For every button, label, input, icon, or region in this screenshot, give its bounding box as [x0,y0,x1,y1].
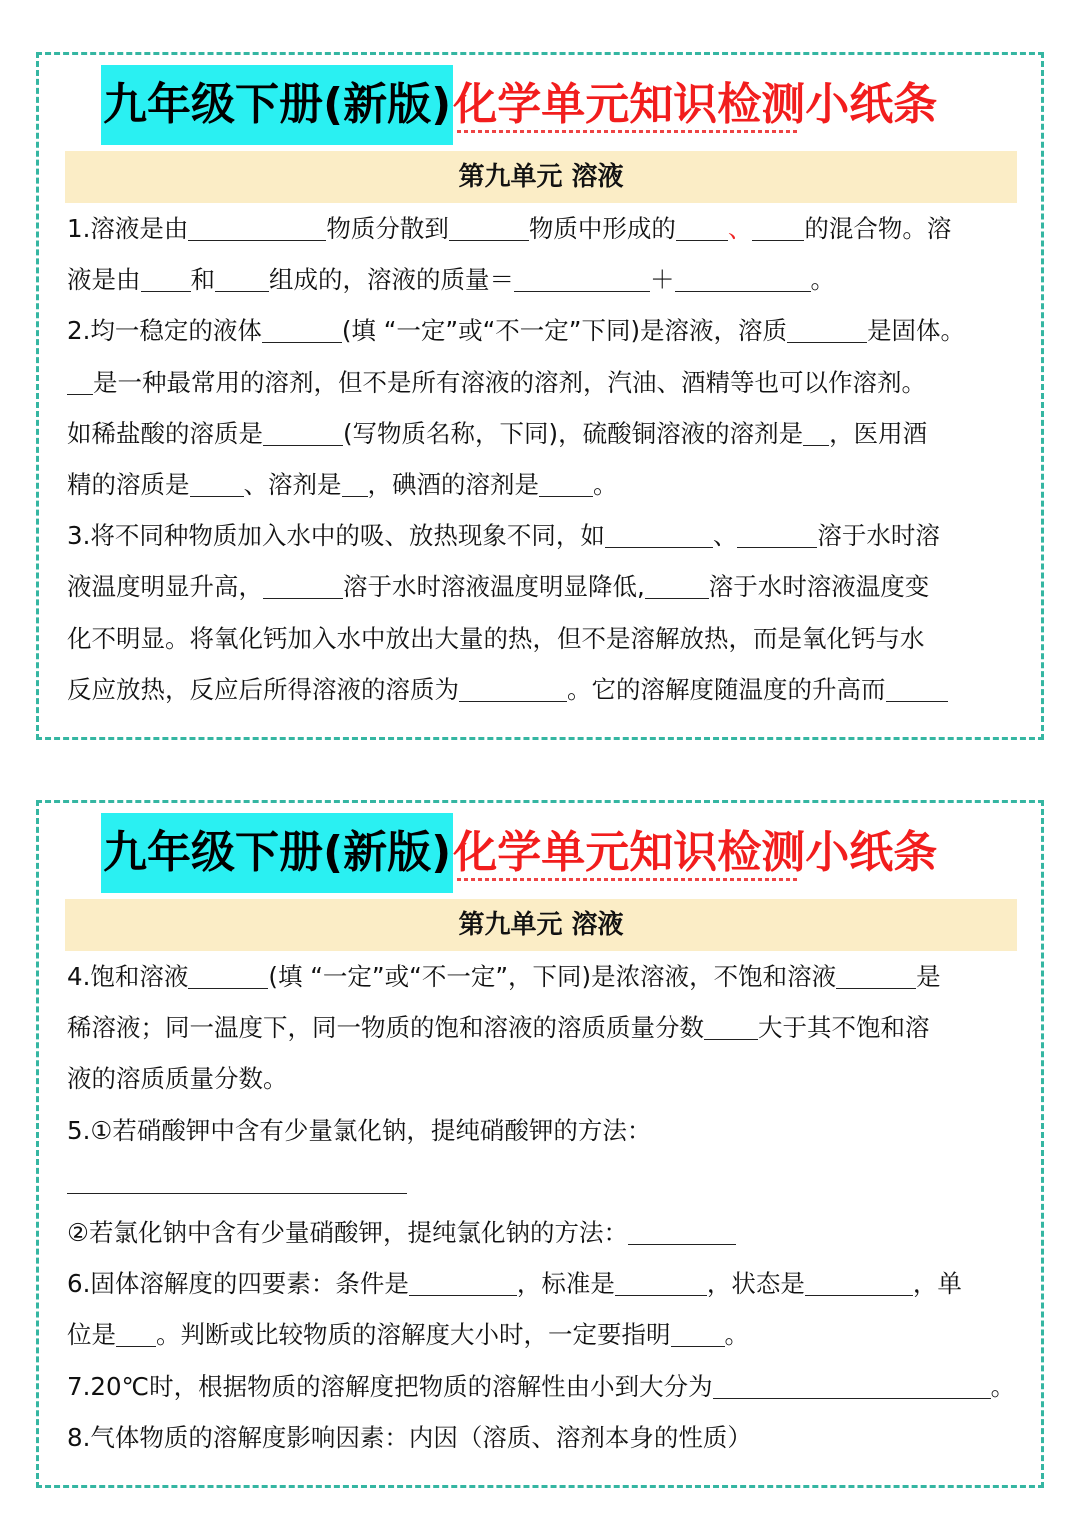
question-content [67,203,1027,715]
question-line: 如稀盐酸的溶质是 (写物质名称，下同)，硫酸铜溶液的溶剂是 ，医用酒 [67,408,1027,459]
question-line: ②若氯化钠中含有少量硝酸钾，提纯氯化钠的方法： [67,1207,1027,1258]
answer-blank[interactable] [215,261,269,292]
answer-blank[interactable] [675,261,811,292]
grade-label: 九年级下册(新版) [101,813,453,893]
note-card-1 [36,52,1044,740]
unit-heading: 第九单元 溶液 [65,151,1017,203]
question-line: 7.20℃时，根据物质的溶解度把物质的溶解性由小到大分为 。 [67,1361,1027,1412]
answer-blank[interactable] [737,517,817,548]
answer-blank[interactable] [836,958,916,989]
answer-blank[interactable] [188,210,326,241]
note-card-2 [36,800,1044,1488]
answer-blank[interactable] [645,568,709,599]
answer-blank[interactable] [262,312,342,343]
question-line: 液是由 和 组成的，溶液的质量＝ ＋ 。 [67,254,1027,305]
answer-blank[interactable] [539,466,593,497]
answer-blank[interactable] [752,210,804,241]
question-line: 8.气体物质的溶解度影响因素：内因（溶质、溶剂本身的性质） [67,1422,752,1452]
question-line: 反应放热，反应后所得溶液的溶质为 。它的溶解度随温度的升高而 [67,664,1027,715]
answer-blank[interactable] [449,210,529,241]
question-line: 液温度明显升高， 溶于水时溶液温度明显降低, 溶于水时溶液温度变 [67,561,1027,612]
question-line: 化不明显。将氧化钙加入水中放出大量的热，但不是溶解放热，而是氧化钙与水 [67,623,925,653]
question-line: 精的溶质是 、溶剂是 ，碘酒的溶剂是 。 [67,459,1027,510]
question-content [67,951,1027,1463]
answer-blank[interactable] [263,415,343,446]
answer-blank[interactable] [459,671,567,702]
answer-blank[interactable] [671,1316,725,1347]
card-title [101,65,937,145]
question-line: 5.①若硝酸钾中含有少量氯化钠，提纯硝酸钾的方法： [67,1115,652,1145]
answer-blank[interactable] [704,1009,758,1040]
grade-label: 九年级下册(新版) [101,65,453,145]
answer-blank[interactable] [67,364,93,395]
question-line: 2.均一稳定的液体 (填 “一定”或“不一定”下同)是溶液，溶质 是固体。 [67,305,1027,356]
answer-blank[interactable] [116,1316,156,1347]
answer-blank[interactable] [803,415,829,446]
question-line: 1.溶液是由 物质分散到 物质中形成的 、 的混合物。溶 [67,203,1027,254]
answer-blank[interactable] [514,261,650,292]
unit-heading: 第九单元 溶液 [65,899,1017,951]
answer-blank[interactable] [188,958,268,989]
card-title [101,813,937,893]
answer-blank[interactable] [263,568,343,599]
question-line: 稀溶液；同一温度下，同一物质的饱和溶液的溶质质量分数 大于其不饱和溶 [67,1002,1027,1053]
answer-blank[interactable] [409,1265,517,1296]
answer-blank[interactable] [886,671,948,702]
question-line: 是一种最常用的溶剂，但不是所有溶液的溶剂，汽油、酒精等也可以作溶剂。 [67,357,1027,408]
question-line [67,1156,1027,1207]
question-line: 位是 。判断或比较物质的溶解度大小时，一定要指明 。 [67,1309,1027,1360]
answer-blank[interactable] [713,1368,991,1399]
answer-blank[interactable] [67,1163,407,1194]
answer-blank[interactable] [141,261,191,292]
answer-blank[interactable] [605,517,713,548]
answer-blank[interactable] [787,312,867,343]
question-line: 4.饱和溶液 (填 “一定”或“不一定”，下同)是浓溶液，不饱和溶液 是 [67,951,1027,1002]
answer-blank[interactable] [805,1265,913,1296]
subject-label: 化学单元知识检测小纸条 [453,65,937,145]
question-line: 3.将不同种物质加入水中的吸、放热现象不同，如 、 溶于水时溶 [67,510,1027,561]
answer-blank[interactable] [676,210,728,241]
question-line: 6.固体溶解度的四要素：条件是 ，标准是 ，状态是 ，单 [67,1258,1027,1309]
answer-blank[interactable] [342,466,368,497]
answer-blank[interactable] [615,1265,707,1296]
subject-label: 化学单元知识检测小纸条 [453,813,937,893]
question-line: 液的溶质质量分数。 [67,1064,288,1094]
answer-blank[interactable] [628,1214,736,1245]
answer-blank[interactable] [190,466,244,497]
